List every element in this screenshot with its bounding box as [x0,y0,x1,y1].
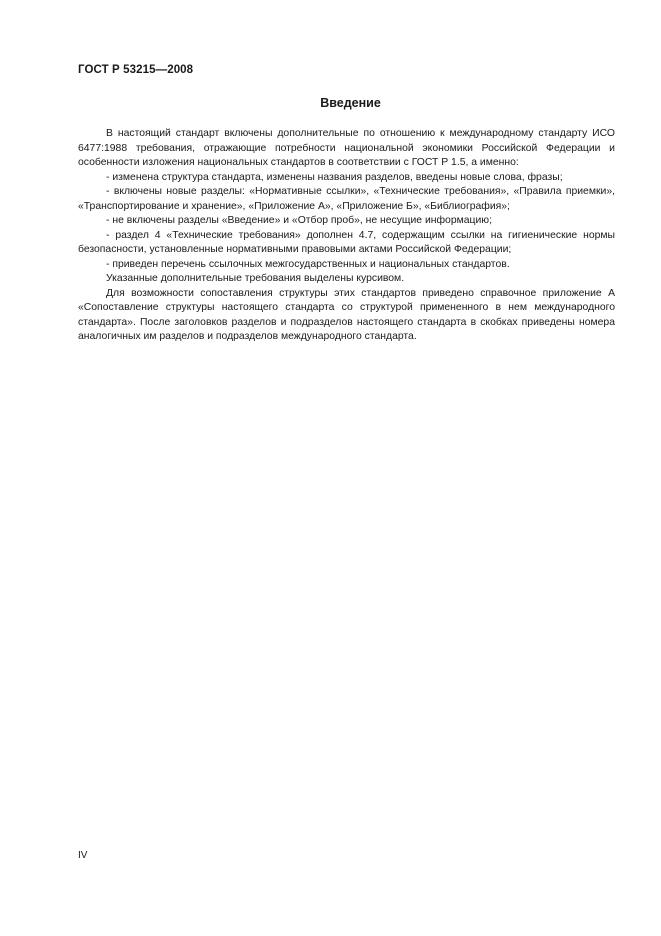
list-item: - включены новые разделы: «Нормативные ссылки», «Технические требования», «Правила приемки», «Транспортирование и хранение», «Приложение А», «Приложение Б», «Библиография»; [78,186,615,212]
note-paragraph: Указанные дополнительные требования выделены курсивом. [106,273,405,284]
intro-paragraph: В настоящий стандарт включены дополнительные по отношению к международному стандарту ИСО 6477:1988 требования, отражающие потребности национальной экономики Российской Федерации и особенности изложения национальных стандартов в соответствии с ГОСТ Р 1.5, а именно: [78,128,615,168]
section-title: Введение [320,96,381,110]
introduction-body [78,127,615,345]
list-item: - изменена структура стандарта, изменены названия разделов, введены новые слова, фразы; [106,171,563,183]
page-number: IV [78,850,88,861]
document-id: ГОСТ Р 53215—2008 [78,64,194,76]
comparison-paragraph: Для возможности сопоставления структуры этих стандартов приведено справочное приложение А «Сопоставление структуры настоящего стандарта со структурой примененного в нем международного стандарта». После заголовков разделов и подразделов настоящего стандарта в скобках приведены номера аналогичных им разделов и подразделов международного стандарта. [78,287,615,342]
list-item: - приведен перечень ссылочных межгосударственных и национальных стандартов. [106,258,510,270]
list-item: - раздел 4 «Технические требования» дополнен 4.7, содержащим ссылки на гигиенические нормы безопасности, установленные нормативными правовыми актами Российской Федерации; [78,229,615,255]
list-item: - не включены разделы «Введение» и «Отбор проб», не несущие информацию; [106,215,492,226]
